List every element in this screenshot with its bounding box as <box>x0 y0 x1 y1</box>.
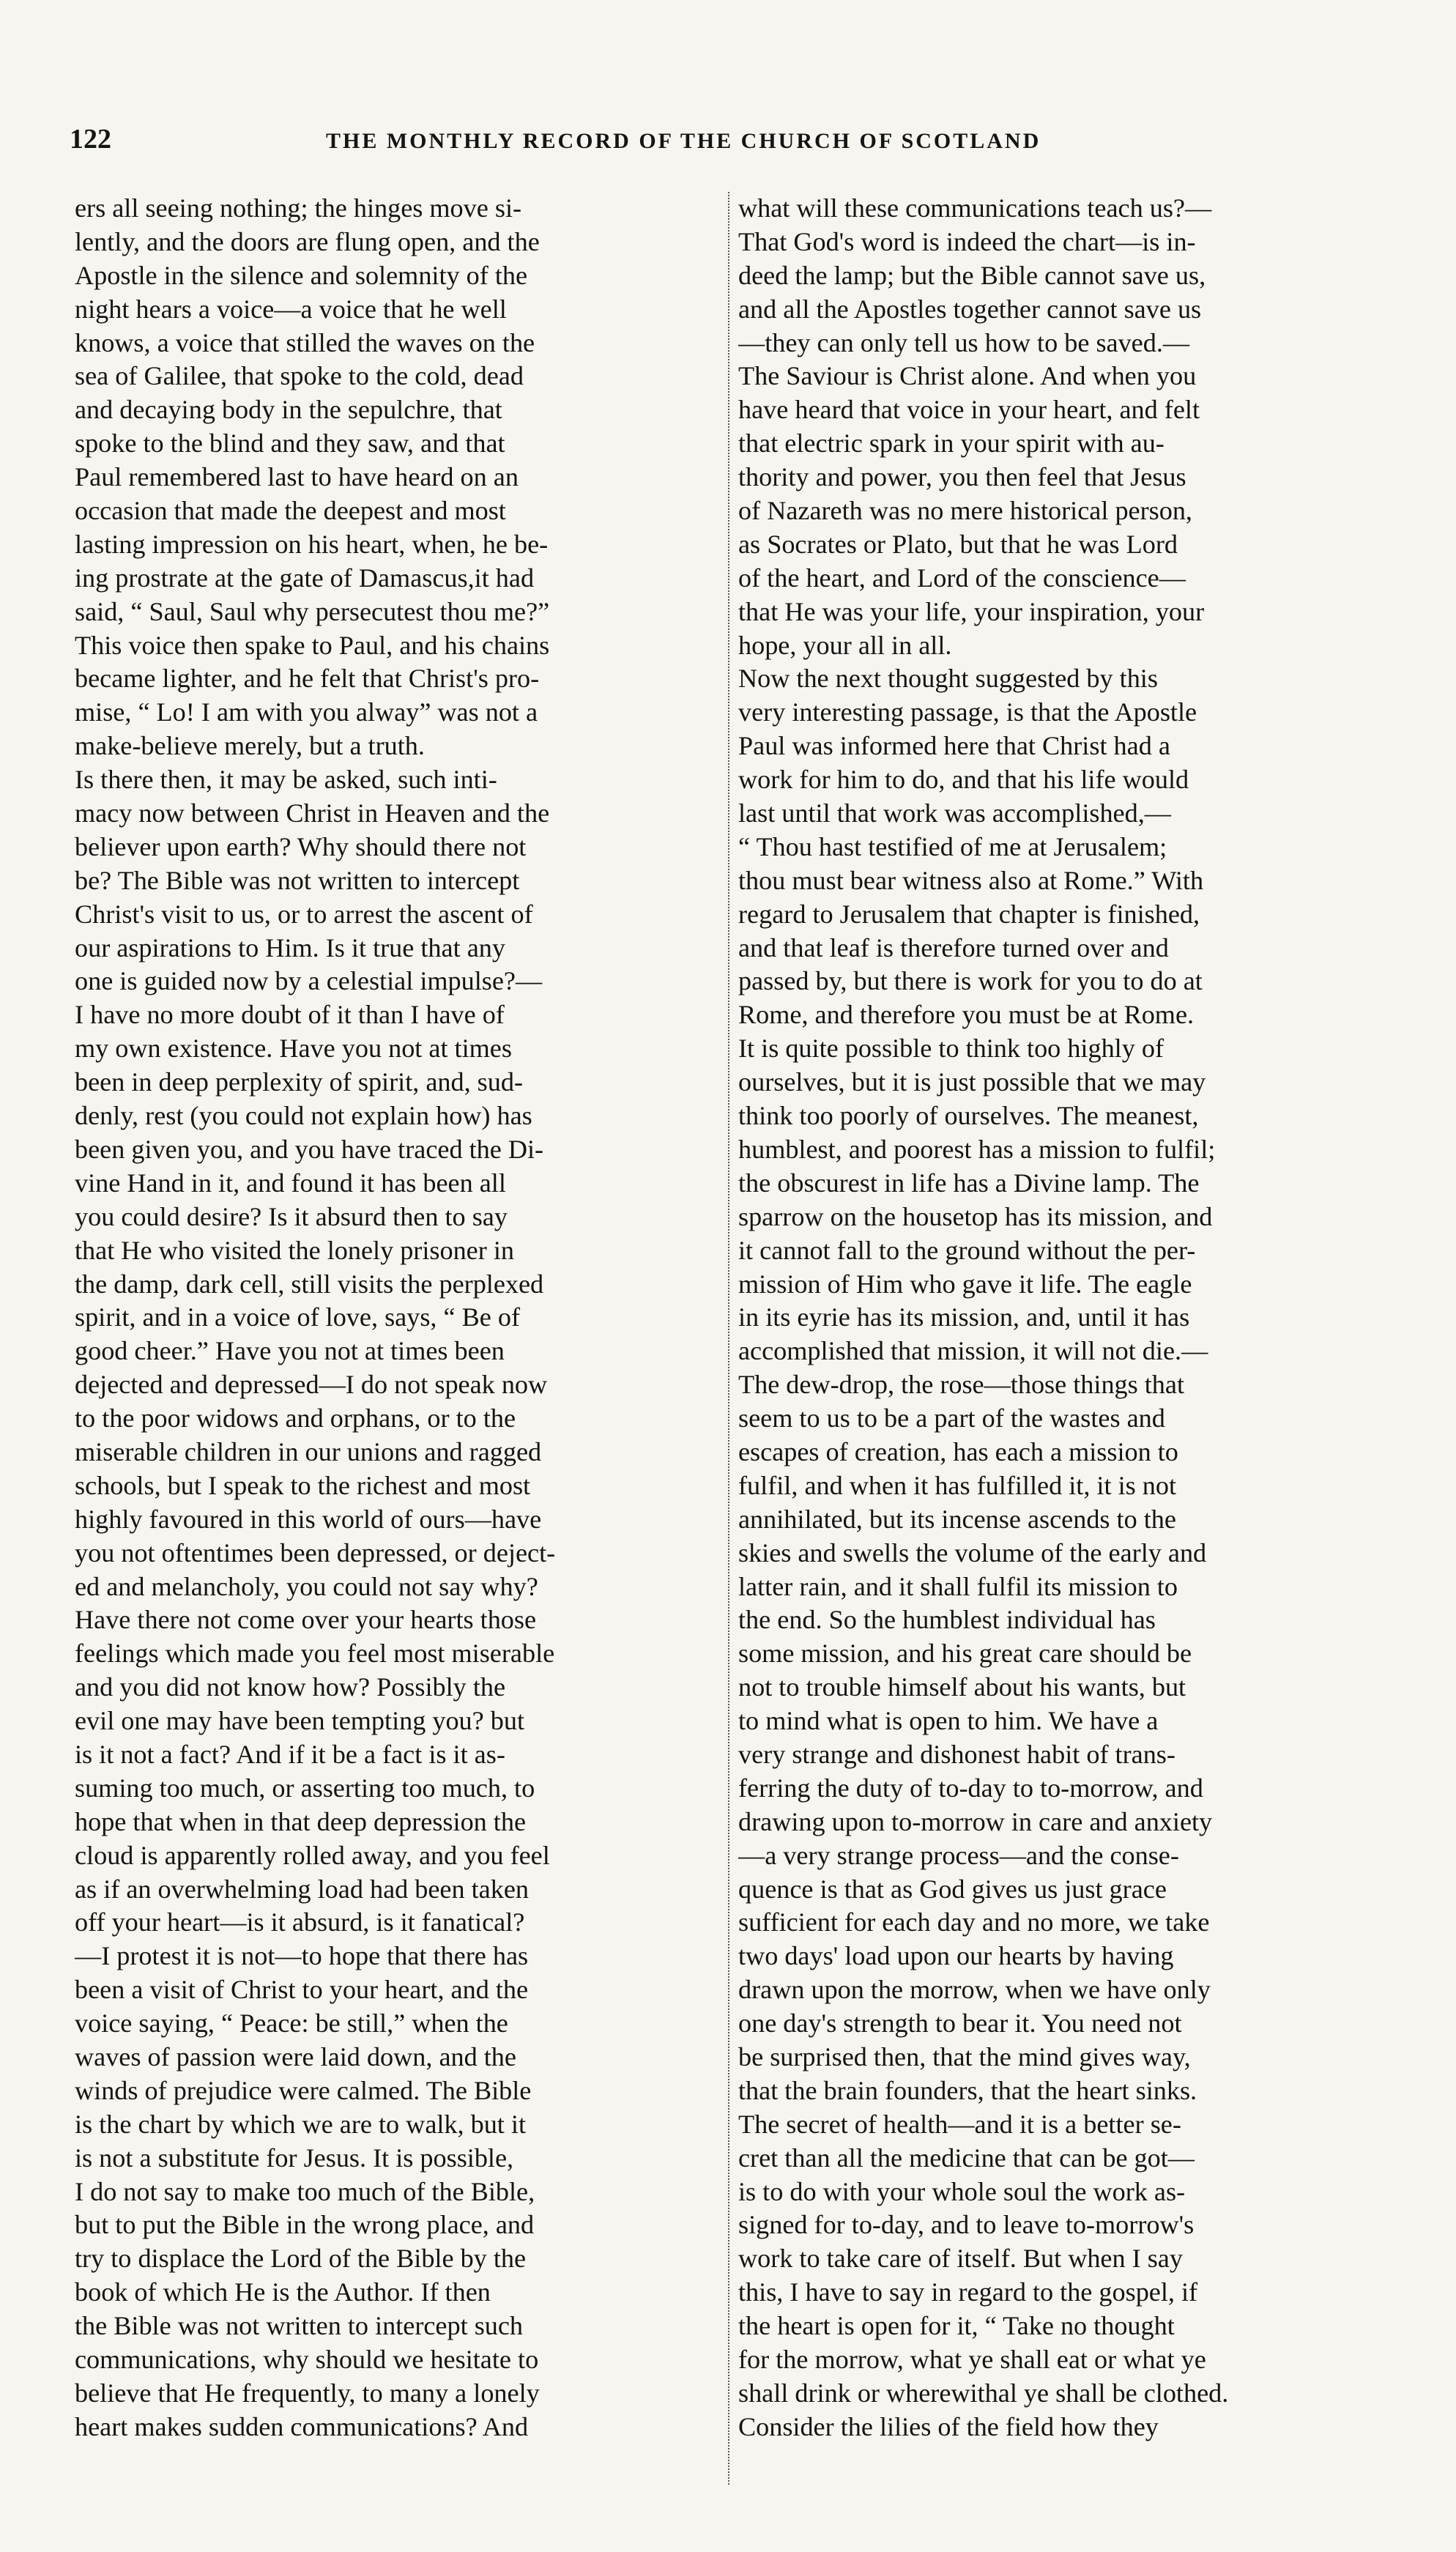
text-line: the obscurest in life has a Divine lamp. The <box>738 1168 1200 1198</box>
text-line: be surprised then, that the mind gives way, <box>738 2041 1191 2071</box>
text-line: The Saviour is Christ alone. And when you <box>738 361 1197 391</box>
text-line: is it not a fact? And if it be a fact is it as- <box>75 1739 505 1769</box>
text-line: it cannot fall to the ground without the per- <box>738 1235 1196 1265</box>
text-line: one is guided now by a celestial impulse?— <box>75 966 543 996</box>
text-line: hope that when in that deep depression the <box>75 1806 527 1836</box>
text-line: latter rain, and it shall fulfil its mission to <box>738 1571 1178 1601</box>
text-line: seem to us to be a part of the wastes and <box>738 1403 1165 1433</box>
text-line: the Bible was not written to intercept such <box>75 2311 524 2341</box>
text-line: and you did not know how? Possibly the <box>75 1672 506 1702</box>
text-line: two days' load upon our hearts by having <box>738 1941 1174 1971</box>
text-line: sea of Galilee, that spoke to the cold, dead <box>75 361 524 391</box>
text-line: deed the lamp; but the Bible cannot save us, <box>738 260 1206 290</box>
text-line: signed for to-day, and to leave to-morrow's <box>738 2210 1195 2240</box>
text-line: and all the Apostles together cannot save us <box>738 294 1202 324</box>
text-line: the end. So the humblest individual has <box>738 1605 1156 1635</box>
text-line: highly favoured in this world of ours—have <box>75 1504 542 1534</box>
text-line: been given you, and you have traced the Di- <box>75 1134 544 1164</box>
text-line: This voice then spake to Paul, and his chains <box>75 630 550 660</box>
text-line: of the heart, and Lord of the conscience— <box>738 563 1186 593</box>
text-line: some mission, and his great care should be <box>738 1639 1192 1669</box>
text-line: mise, “ Lo! I am with you alway” was not a <box>75 697 538 727</box>
text-line: but to put the Bible in the wrong place, and <box>75 2210 535 2240</box>
text-line: be? The Bible was not written to intercept <box>75 865 520 895</box>
text-line: very interesting passage, is that the Apostle <box>738 697 1197 727</box>
text-line: I have no more doubt of it than I have of <box>75 1000 505 1030</box>
text-line: quence is that as God gives us just grace <box>738 1874 1167 1904</box>
text-line: Paul remembered last to have heard on an <box>75 462 519 492</box>
text-line: occasion that made the deepest and most <box>75 496 506 526</box>
text-line: you not oftentimes been depressed, or deject- <box>75 1537 556 1568</box>
text-line: in its eyrie has its mission, and, until it has <box>738 1302 1190 1332</box>
text-line: feelings which made you feel most miserable <box>75 1639 555 1669</box>
text-line: ed and melancholy, you could not say why? <box>75 1571 538 1601</box>
left-column <box>75 192 721 2444</box>
text-line: The dew-drop, the rose—those things that <box>738 1370 1185 1400</box>
text-line: sufficient for each day and no more, we take <box>738 1907 1210 1937</box>
text-line: spirit, and in a voice of love, says, “ Be of <box>75 1302 520 1332</box>
text-line: believe that He frequently, to many a lonely <box>75 2378 540 2408</box>
text-line: fulfil, and when it has fulfilled it, it is not <box>738 1470 1177 1500</box>
text-line: the damp, dark cell, still visits the perplexed <box>75 1269 544 1299</box>
text-line: ers all seeing nothing; the hinges move si- <box>75 193 522 223</box>
text-line: passed by, but there is work for you to do at <box>738 966 1203 996</box>
text-line: The secret of health—and it is a better se- <box>738 2109 1181 2139</box>
text-line: Consider the lilies of the field how they <box>738 2411 1159 2441</box>
text-line: been a visit of Christ to your heart, and the <box>75 1975 529 2005</box>
text-line: —I protest it is not—to hope that there has <box>75 1941 529 1971</box>
text-line: off your heart—is it absurd, is it fanatical? <box>75 1907 525 1937</box>
text-line: work to take care of itself. But when I say <box>738 2244 1183 2274</box>
text-line: regard to Jerusalem that chapter is finished, <box>738 899 1200 929</box>
text-line: try to displace the Lord of the Bible by the <box>75 2244 527 2274</box>
text-line: as Socrates or Plato, but that he was Lord <box>738 529 1178 559</box>
text-line: evil one may have been tempting you? but <box>75 1706 525 1736</box>
page-header <box>70 123 1388 167</box>
text-line: spoke to the blind and they saw, and that <box>75 429 505 459</box>
text-line: Rome, and therefore you must be at Rome. <box>738 1000 1195 1030</box>
text-line: thority and power, you then feel that Jesus <box>738 462 1186 492</box>
running-title: THE MONTHLY RECORD OF THE CHURCH OF SCOTLAND <box>326 129 1041 153</box>
text-line: of Nazareth was no mere historical person, <box>738 496 1192 526</box>
text-line: vine Hand in it, and found it has been all <box>75 1168 506 1198</box>
text-line: Apostle in the silence and solemnity of the <box>75 260 528 290</box>
text-line: this, I have to say in regard to the gospel, if <box>738 2277 1198 2307</box>
text-line: what will these communications teach us?— <box>738 193 1212 223</box>
text-line: escapes of creation, has each a mission to <box>738 1436 1178 1466</box>
text-line: shall drink or wherewithal ye shall be clothed. <box>738 2378 1229 2408</box>
text-line: last until that work was accomplished,— <box>738 798 1171 828</box>
text-line: said, “ Saul, Saul why persecutest thou me?” <box>75 596 550 626</box>
text-line: Paul was informed here that Christ had a <box>738 731 1170 761</box>
text-line: to mind what is open to him. We have a <box>738 1706 1159 1736</box>
text-line: to the poor widows and orphans, or to the <box>75 1403 516 1433</box>
text-line: knows, a voice that stilled the waves on the <box>75 327 535 357</box>
right-column <box>738 192 1384 2444</box>
text-line: that He who visited the lonely prisoner in <box>75 1235 514 1265</box>
text-line: good cheer.” Have you not at times been <box>75 1336 505 1366</box>
text-line: humblest, and poorest has a mission to fulfil; <box>738 1134 1216 1164</box>
text-line: night hears a voice—a voice that he well <box>75 294 507 324</box>
text-line: schools, but I speak to the richest and most <box>75 1470 531 1500</box>
text-line: Is there then, it may be asked, such inti- <box>75 765 497 795</box>
text-line: miserable children in our unions and ragged <box>75 1436 542 1466</box>
text-line: believer upon earth? Why should there not <box>75 831 527 861</box>
text-line: thou must bear witness also at Rome.” With <box>738 865 1204 895</box>
text-line: annihilated, but its incense ascends to the <box>738 1504 1176 1534</box>
text-line: macy now between Christ in Heaven and the <box>75 798 550 828</box>
text-line: mission of Him who gave it life. The eagle <box>738 1269 1192 1299</box>
text-line: been in deep perplexity of spirit, and, sud- <box>75 1067 524 1097</box>
text-line: make-believe merely, but a truth. <box>75 731 425 761</box>
text-line: ing prostrate at the gate of Damascus,it had <box>75 563 535 593</box>
text-line: my own existence. Have you not at times <box>75 1034 512 1064</box>
text-line: communications, why should we hesitate to <box>75 2345 539 2374</box>
text-line: That God's word is indeed the chart—is in- <box>738 226 1196 256</box>
text-line: sparrow on the housetop has its mission, and <box>738 1201 1213 1231</box>
text-line: work for him to do, and that his life would <box>738 765 1189 795</box>
text-line: that the brain founders, that the heart sinks. <box>738 2075 1197 2105</box>
text-line: drawing upon to-morrow in care and anxiety <box>738 1806 1213 1836</box>
text-line: denly, rest (you could not explain how) has <box>75 1101 532 1131</box>
text-line: —a very strange process—and the conse- <box>738 1840 1179 1870</box>
text-line: drawn upon the morrow, when we have only <box>738 1975 1211 2005</box>
text-line: is to do with your whole soul the work as- <box>738 2176 1186 2206</box>
text-line: think too poorly of ourselves. The meanest, <box>738 1101 1199 1131</box>
text-line: and that leaf is therefore turned over and <box>738 932 1169 962</box>
text-line: that He was your life, your inspiration, your <box>738 596 1205 626</box>
text-line: ourselves, but it is just possible that we may <box>738 1067 1206 1097</box>
text-line: became lighter, and he felt that Christ's pro- <box>75 664 540 694</box>
text-line: voice saying, “ Peace: be still,” when the <box>75 2008 508 2039</box>
text-line: Have there not come over your hearts those <box>75 1605 537 1635</box>
text-line: have heard that voice in your heart, and felt <box>738 395 1200 425</box>
text-line: our aspirations to Him. Is it true that any <box>75 932 505 962</box>
text-line: ferring the duty of to-day to to-morrow, and <box>738 1773 1203 1803</box>
text-line: not to trouble himself about his wants, but <box>738 1672 1186 1702</box>
text-line: waves of passion were laid down, and the <box>75 2041 516 2071</box>
text-line: lasting impression on his heart, when, he be- <box>75 529 549 559</box>
text-line: winds of prejudice were calmed. The Bible <box>75 2075 532 2105</box>
text-line: very strange and dishonest habit of trans- <box>738 1739 1175 1769</box>
text-line: cloud is apparently rolled away, and you feel <box>75 1840 550 1870</box>
text-line: is not a substitute for Jesus. It is possible, <box>75 2143 514 2173</box>
text-line: suming too much, or asserting too much, to <box>75 1773 535 1803</box>
text-line: dejected and depressed—I do not speak now <box>75 1370 548 1400</box>
text-line: lently, and the doors are flung open, and the <box>75 226 540 256</box>
text-line: book of which He is the Author. If then <box>75 2277 491 2307</box>
text-line: you could desire? Is it absurd then to say <box>75 1201 508 1231</box>
text-line: skies and swells the volume of the early and <box>738 1537 1207 1568</box>
text-line: Christ's visit to us, or to arrest the ascent of <box>75 899 533 929</box>
column-divider <box>728 192 729 2485</box>
text-line: cret than all the medicine that can be got— <box>738 2143 1195 2173</box>
text-line: “ Thou hast testified of me at Jerusalem; <box>738 831 1167 861</box>
text-line: hope, your all in all. <box>738 630 952 660</box>
text-line: is the chart by which we are to walk, but it <box>75 2109 527 2139</box>
text-line: the heart is open for it, “ Take no thought <box>738 2311 1175 2341</box>
text-line: as if an overwhelming load had been taken <box>75 1874 529 1904</box>
text-line: that electric spark in your spirit with au- <box>738 429 1165 459</box>
text-line: —they can only tell us how to be saved.— <box>738 327 1190 357</box>
text-line: and decaying body in the sepulchre, that <box>75 395 502 425</box>
page-number: 122 <box>70 124 111 155</box>
text-line: It is quite possible to think too highly of <box>738 1034 1164 1064</box>
text-line: accomplished that mission, it will not die.— <box>738 1336 1208 1366</box>
text-line: for the morrow, what ye shall eat or what ye <box>738 2345 1206 2374</box>
text-line: Now the next thought suggested by this <box>738 664 1158 694</box>
text-line: I do not say to make too much of the Bible, <box>75 2176 535 2206</box>
text-line: heart makes sudden communications? And <box>75 2411 529 2441</box>
text-line: one day's strength to bear it. You need not <box>738 2008 1182 2039</box>
